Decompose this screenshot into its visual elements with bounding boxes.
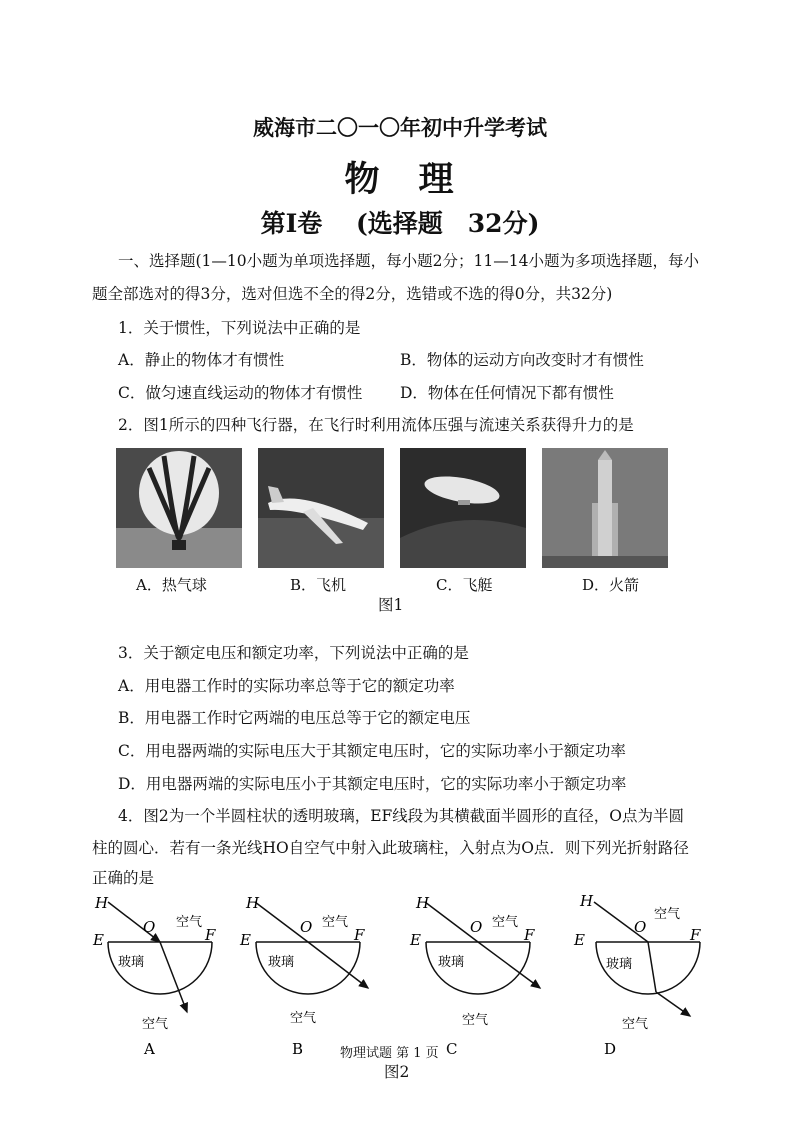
q3-option-d: D．用电器两端的实际电压小于其额定电压时，它的实际功率小于额定功率 xyxy=(118,775,627,793)
label-air-bottom: 空气 xyxy=(142,1017,169,1032)
label-f: F xyxy=(524,926,535,944)
q2-stem: 2．图1所示的四种飞行器，在飞行时利用流体压强与流速关系获得升力的是 xyxy=(118,416,634,434)
label-o: O xyxy=(470,918,483,936)
option-b-label: B xyxy=(292,1040,304,1058)
q1-option-c: C．做匀速直线运动的物体才有惯性 xyxy=(118,384,363,402)
section-title: 第Ⅰ卷 (选择题 32分) xyxy=(260,209,540,238)
diagram-b xyxy=(239,894,368,1058)
label-f: F xyxy=(690,926,701,944)
q4-line2: 柱的圆心．若有一条光线HO自空气中射入此玻璃柱，入射点为O点．则下列光折射路径 xyxy=(92,839,689,857)
label-o: O xyxy=(634,918,647,936)
caption-c: C．飞艇 xyxy=(436,576,493,594)
label-h: H xyxy=(246,894,260,912)
label-o: O xyxy=(300,918,313,936)
option-d-label: D xyxy=(604,1040,617,1058)
q1-option-d: D．物体在任何情况下都有惯性 xyxy=(400,384,614,402)
airship-photo xyxy=(400,448,526,568)
label-h: H xyxy=(580,892,594,910)
instructions-line1: 一、选择题(1—10小题为单项选择题，每小题2分；11—14小题为多项选择题，每小 xyxy=(118,252,699,270)
q3-option-a: A．用电器工作时的实际功率总等于它的额定功率 xyxy=(118,677,455,695)
label-o: O xyxy=(143,918,156,936)
label-glass: 玻璃 xyxy=(268,955,295,970)
label-h: H xyxy=(95,894,109,912)
q3-option-c: C．用电器两端的实际电压大于其额定电压时，它的实际功率小于额定功率 xyxy=(118,742,626,760)
exam-title: 威海市二〇一〇年初中升学考试 xyxy=(253,115,547,140)
label-air-bottom: 空气 xyxy=(622,1017,649,1032)
label-e: E xyxy=(240,931,251,949)
instructions-line2: 题全部选对的得3分，选对但选不全的得2分，选错或不选的得0分，共32分) xyxy=(92,285,613,303)
diagram-a xyxy=(92,894,216,1058)
label-air-top: 空气 xyxy=(322,915,349,930)
caption-d: D．火箭 xyxy=(582,576,640,594)
q1-option-a: A．静止的物体才有惯性 xyxy=(118,351,285,369)
figure1-label: 图1 xyxy=(378,596,404,614)
label-e: E xyxy=(93,931,104,949)
option-c-label: C xyxy=(446,1040,458,1058)
label-glass: 玻璃 xyxy=(438,955,465,970)
label-f: F xyxy=(205,926,216,944)
q1-option-b: B．物体的运动方向改变时才有惯性 xyxy=(400,351,644,369)
q4-line1: 4．图2为一个半圆柱状的透明玻璃，EF线段为其横截面半圆形的直径，O点为半圆 xyxy=(118,807,685,825)
caption-b: B．飞机 xyxy=(290,576,347,594)
label-air-bottom: 空气 xyxy=(462,1013,489,1028)
airplane-photo xyxy=(258,448,384,568)
option-a-label: A xyxy=(144,1040,155,1058)
diagram-d xyxy=(573,892,701,1058)
rocket-photo xyxy=(542,448,668,568)
label-e: E xyxy=(574,931,585,949)
label-air-top: 空气 xyxy=(654,907,681,922)
hot-air-balloon-photo xyxy=(116,448,242,568)
q1-stem: 1．关于惯性，下列说法中正确的是 xyxy=(118,319,361,337)
label-air-top: 空气 xyxy=(176,915,203,930)
label-glass: 玻璃 xyxy=(606,957,633,972)
label-f: F xyxy=(354,926,365,944)
page-footer: 物理试题 第 1 页 xyxy=(340,1046,439,1061)
diagram-c xyxy=(409,894,540,1028)
label-air-bottom: 空气 xyxy=(290,1011,317,1026)
figure2-label: 图2 xyxy=(384,1063,410,1081)
subject-title: 物 理 xyxy=(344,159,456,200)
label-e: E xyxy=(410,931,421,949)
q3-option-b: B．用电器工作时它两端的电压总等于它的额定电压 xyxy=(118,709,471,727)
q3-stem: 3．关于额定电压和额定功率，下列说法中正确的是 xyxy=(118,644,469,662)
label-h: H xyxy=(416,894,430,912)
caption-a: A．热气球 xyxy=(136,576,207,594)
label-glass: 玻璃 xyxy=(118,955,145,970)
label-air-top: 空气 xyxy=(492,915,519,930)
q4-line3: 正确的是 xyxy=(92,869,155,887)
